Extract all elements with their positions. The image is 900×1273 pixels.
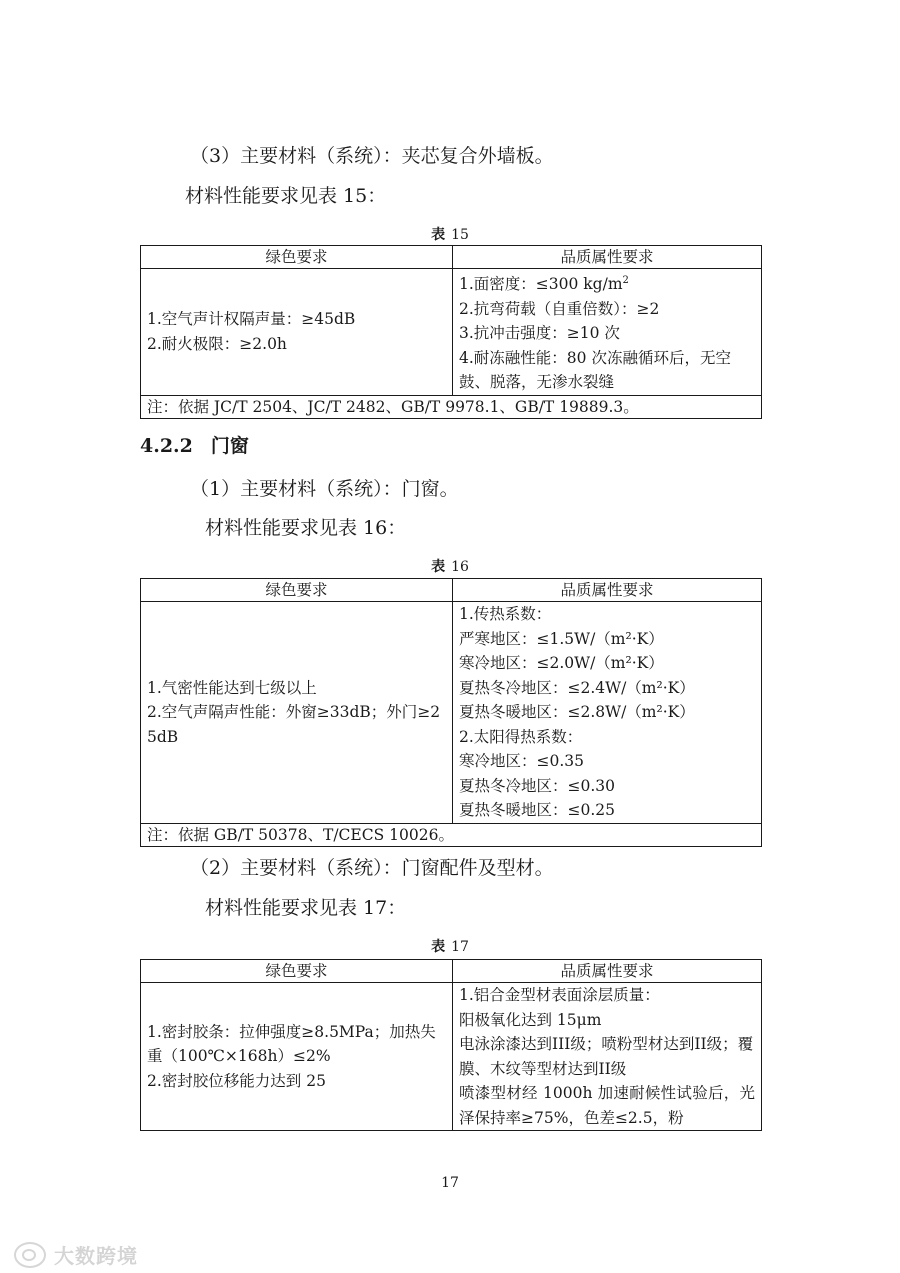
table17-label: 表 bbox=[431, 939, 446, 955]
table15-header-quality: 品质属性要求 bbox=[453, 246, 762, 269]
table15-quality-item: 2.抗弯荷载（自重倍数）：≥2 bbox=[459, 299, 660, 318]
table16-quality-cell bbox=[453, 602, 762, 824]
table17-green-cell bbox=[141, 983, 453, 1131]
table17-green-item: 1.密封胶条：拉伸强度≥8.5MPa；加热失重（100℃×168h）≤2% bbox=[147, 1022, 436, 1066]
table15-quality-item bbox=[459, 269, 755, 297]
table16-green-item: 1.气密性能达到七级以上 bbox=[147, 678, 317, 697]
table16-green-cell bbox=[141, 602, 453, 824]
table15-caption bbox=[140, 226, 760, 244]
watermark-text: 大数跨境 bbox=[54, 1244, 138, 1268]
table17-header-quality: 品质属性要求 bbox=[453, 960, 762, 983]
table17-green-item: 2.密封胶位移能力达到 25 bbox=[147, 1071, 326, 1090]
table15 bbox=[140, 245, 762, 419]
table16-number: 16 bbox=[451, 559, 469, 575]
table16-header-green: 绿色要求 bbox=[141, 579, 453, 602]
table15-green-item: 1.空气声计权隔声量：≥45dB bbox=[147, 310, 356, 329]
section-title: 门窗 bbox=[210, 435, 249, 457]
table17-quality-item: 阳极氧化达到 15μm bbox=[459, 1010, 602, 1029]
table16-quality-item: 1.传热系数： bbox=[459, 605, 552, 623]
table15-green-item: 2.耐火极限：≥2.0h bbox=[147, 334, 287, 353]
table15-note: 注：依据 JC/T 2504、JC/T 2482、GB/T 9978.1、GB/T 19889.3。 bbox=[141, 395, 762, 418]
table15-header-green: 绿色要求 bbox=[141, 246, 453, 269]
table15-quality-cell bbox=[453, 269, 762, 396]
table17-header-green: 绿色要求 bbox=[141, 960, 453, 983]
table16-quality-item: 夏热冬暖地区：≤2.8W/（m²·K） bbox=[459, 703, 695, 721]
table15-green-cell bbox=[141, 269, 453, 396]
watermark-logo-icon bbox=[14, 1242, 46, 1268]
section3-table-ref: 材料性能要求见表 15： bbox=[185, 185, 387, 207]
table17-caption bbox=[140, 938, 760, 956]
table16-label: 表 bbox=[431, 559, 446, 575]
table16-quality-item: 夏热冬冷地区：≤2.4W/（m²·K） bbox=[459, 678, 695, 697]
table16-quality-item: 严寒地区：≤1.5W/（m²·K） bbox=[459, 629, 664, 648]
table16-quality-item: 2.太阳得热系数： bbox=[459, 727, 583, 746]
table17 bbox=[140, 959, 762, 1131]
table16-green-item: 2.空气声隔声性能：外窗≥33dB；外门≥25dB bbox=[147, 703, 441, 746]
table16-header-quality: 品质属性要求 bbox=[453, 579, 762, 602]
superscript: 2 bbox=[622, 275, 629, 286]
table16 bbox=[140, 578, 762, 847]
section-number: 4.2.2 bbox=[140, 435, 193, 457]
section2-table-ref: 材料性能要求见表 17： bbox=[205, 897, 407, 919]
section2-heading: （2）主要材料（系统）：门窗配件及型材。 bbox=[190, 857, 554, 879]
table16-quality-item: 寒冷地区：≤2.0W/（m²·K） bbox=[459, 654, 664, 672]
section-heading-422 bbox=[140, 434, 249, 458]
table16-note: 注：依据 GB/T 50378、T/CECS 10026。 bbox=[141, 823, 762, 846]
table17-quality-cell bbox=[453, 983, 762, 1131]
table15-quality-item: 3.抗冲击强度：≥10 次 bbox=[459, 324, 620, 343]
table17-quality-item: 电泳涂漆达到III级；喷粉型材达到II级；覆膜、木纹等型材达到II级 bbox=[459, 1035, 754, 1078]
table17-number: 17 bbox=[451, 939, 469, 955]
section3-heading: （3）主要材料（系统）：夹芯复合外墙板。 bbox=[190, 145, 554, 167]
table15-number: 15 bbox=[451, 227, 469, 243]
table16-quality-item: 夏热冬冷地区：≤0.30 bbox=[459, 776, 615, 795]
table15-quality-item: 4.耐冻融性能：80 次冻融循环后，无空鼓、脱落，无渗水裂缝 bbox=[459, 348, 731, 392]
table16-quality-item: 夏热冬暖地区：≤0.25 bbox=[459, 801, 615, 819]
table17-quality-item: 1.铝合金型材表面涂层质量： bbox=[459, 986, 660, 1004]
table16-caption bbox=[140, 558, 760, 576]
section1-heading: （1）主要材料（系统）：门窗。 bbox=[190, 478, 459, 500]
table16-quality-item: 寒冷地区：≤0.35 bbox=[459, 752, 584, 770]
page-number: 17 bbox=[441, 1175, 459, 1191]
section1-table-ref: 材料性能要求见表 16： bbox=[205, 517, 407, 539]
table17-quality-item: 喷漆型材经 1000h 加速耐候性试验后，光泽保持率≥75%，色差≤2.5，粉 bbox=[459, 1084, 755, 1127]
table15-quality-item-text: 1.面密度：≤300 kg/m bbox=[459, 275, 623, 294]
table15-label: 表 bbox=[431, 227, 446, 243]
watermark bbox=[14, 1240, 138, 1269]
